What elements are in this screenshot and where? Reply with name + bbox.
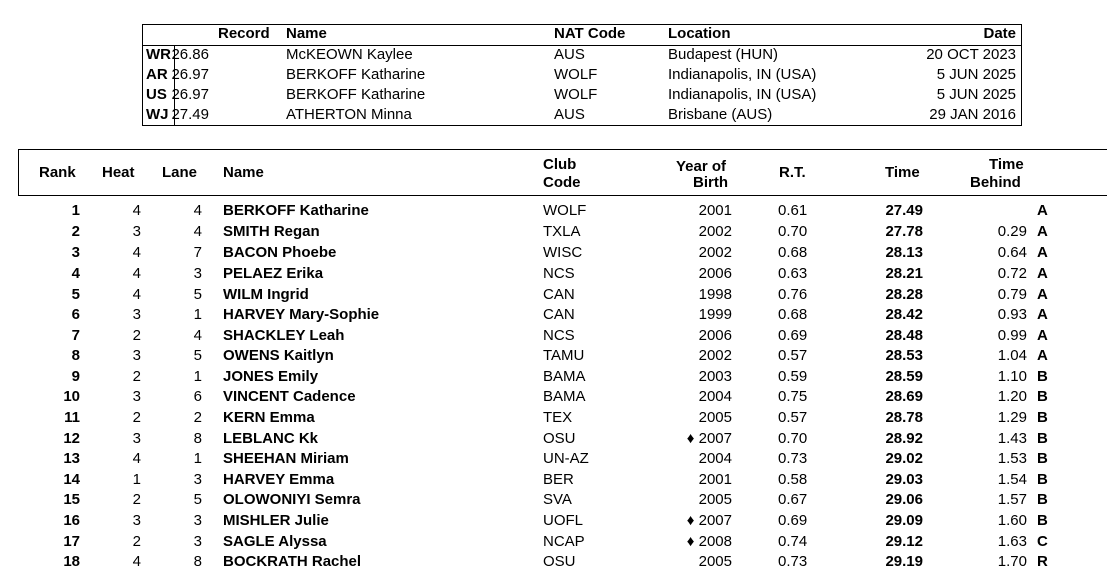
cell-rt: 0.76 <box>778 286 808 303</box>
cell-time: 28.48 <box>885 327 923 344</box>
cell-final: A <box>1037 244 1048 261</box>
record-value: 27.49 <box>171 106 209 123</box>
cell-final: A <box>1037 347 1048 364</box>
cell-club: WISC <box>543 244 583 261</box>
header-lane: Lane <box>162 164 198 181</box>
cell-final: B <box>1037 430 1048 447</box>
record-code: AR <box>146 66 168 83</box>
cell-year: 2005 <box>698 491 732 508</box>
cell-club: BER <box>543 471 574 488</box>
records-header-location: Location <box>668 25 731 42</box>
cell-rt: 0.74 <box>778 533 808 550</box>
cell-name: MISHLER Julie <box>223 512 329 529</box>
cell-final: B <box>1037 368 1048 385</box>
table-row <box>0 531 1107 552</box>
cell-year: 2003 <box>698 368 732 385</box>
cell-year: 2001 <box>698 202 732 219</box>
cell-final: A <box>1037 223 1048 240</box>
cell-lane: 3 <box>193 265 202 282</box>
record-nat: WOLF <box>554 66 598 83</box>
cell-time: 28.92 <box>885 430 923 447</box>
cell-rt: 0.57 <box>778 347 808 364</box>
cell-year: ♦ 2007 <box>686 512 732 529</box>
cell-time: 28.42 <box>885 306 923 323</box>
record-date: 5 JUN 2025 <box>936 86 1016 103</box>
cell-name: OLOWONIYI Semra <box>223 491 361 508</box>
cell-time: 29.03 <box>885 471 923 488</box>
cell-club: TEX <box>543 409 573 426</box>
record-nat: AUS <box>554 46 585 63</box>
cell-heat: 2 <box>132 409 141 426</box>
cell-lane: 4 <box>193 327 202 344</box>
cell-rt: 0.73 <box>778 553 808 570</box>
cell-behind: 0.93 <box>997 306 1027 323</box>
record-holder: ATHERTON Minna <box>286 106 412 123</box>
cell-rank: 14 <box>63 471 80 488</box>
cell-rank: 4 <box>71 265 80 282</box>
cell-time: 29.12 <box>885 533 923 550</box>
cell-club: CAN <box>543 306 575 323</box>
cell-club: NCAP <box>543 533 585 550</box>
header-time: Time <box>885 164 920 181</box>
record-nat: AUS <box>554 106 585 123</box>
header-behind-line2: Behind <box>970 174 1021 191</box>
record-holder: BERKOFF Katharine <box>286 66 426 83</box>
cell-rank: 18 <box>63 553 80 570</box>
cell-club: BAMA <box>543 388 586 405</box>
cell-final: B <box>1037 388 1048 405</box>
cell-year: 2006 <box>698 327 732 344</box>
cell-heat: 2 <box>132 491 141 508</box>
cell-lane: 3 <box>193 471 202 488</box>
cell-rt: 0.57 <box>778 409 808 426</box>
cell-year: 1998 <box>698 286 732 303</box>
cell-lane: 4 <box>193 223 202 240</box>
record-date: 29 JAN 2016 <box>929 106 1016 123</box>
cell-year: 2001 <box>698 471 732 488</box>
cell-final: B <box>1037 471 1048 488</box>
cell-rt: 0.69 <box>778 327 808 344</box>
cell-rt: 0.69 <box>778 512 808 529</box>
cell-rank: 3 <box>71 244 80 261</box>
cell-rt: 0.75 <box>778 388 808 405</box>
cell-heat: 2 <box>132 327 141 344</box>
cell-name: JONES Emily <box>223 368 319 385</box>
cell-name: HARVEY Emma <box>223 471 335 488</box>
cell-year: 2006 <box>698 265 732 282</box>
cell-club: NCS <box>543 327 575 344</box>
cell-behind: 0.29 <box>997 223 1027 240</box>
cell-lane: 3 <box>193 533 202 550</box>
record-row <box>142 85 1022 105</box>
cell-time: 28.21 <box>885 265 923 282</box>
cell-lane: 4 <box>193 202 202 219</box>
record-date: 5 JUN 2025 <box>936 66 1016 83</box>
cell-heat: 4 <box>132 286 141 303</box>
cell-behind: 1.60 <box>997 512 1027 529</box>
header-heat: Heat <box>102 164 135 181</box>
cell-rt: 0.67 <box>778 491 808 508</box>
cell-lane: 1 <box>193 450 202 467</box>
record-value: 26.86 <box>171 46 209 63</box>
cell-rt: 0.73 <box>778 450 808 467</box>
cell-rt: 0.58 <box>778 471 808 488</box>
cell-year: 2002 <box>698 223 732 240</box>
cell-year: 2005 <box>698 409 732 426</box>
cell-lane: 1 <box>193 368 202 385</box>
record-date: 20 OCT 2023 <box>926 46 1016 63</box>
table-row <box>0 510 1107 531</box>
table-row <box>0 263 1107 284</box>
header-year-line1: Year of <box>676 158 727 175</box>
cell-behind: 0.79 <box>997 286 1027 303</box>
cell-behind: 1.29 <box>997 409 1027 426</box>
cell-rank: 13 <box>63 450 80 467</box>
header-year-line2: Birth <box>693 174 728 191</box>
cell-name: KERN Emma <box>223 409 315 426</box>
header-rt: R.T. <box>779 164 806 181</box>
cell-time: 28.78 <box>885 409 923 426</box>
cell-rank: 15 <box>63 491 80 508</box>
cell-time: 29.02 <box>885 450 923 467</box>
header-club-line1: Club <box>543 156 577 173</box>
cell-club: OSU <box>543 430 576 447</box>
cell-heat: 2 <box>132 533 141 550</box>
cell-name: LEBLANC Kk <box>223 430 319 447</box>
header-rank: Rank <box>39 164 76 181</box>
cell-rank: 7 <box>71 327 80 344</box>
cell-club: BAMA <box>543 368 586 385</box>
table-row <box>0 428 1107 449</box>
cell-time: 28.59 <box>885 368 923 385</box>
cell-rank: 9 <box>71 368 80 385</box>
cell-heat: 4 <box>132 265 141 282</box>
record-holder: McKEOWN Kaylee <box>286 46 413 63</box>
record-nat: WOLF <box>554 86 598 103</box>
cell-year: 2004 <box>698 388 732 405</box>
record-code: WJ <box>146 106 169 123</box>
cell-year: 1999 <box>698 306 732 323</box>
cell-year: 2005 <box>698 553 732 570</box>
cell-club: TAMU <box>543 347 585 364</box>
cell-final: C <box>1037 533 1048 550</box>
cell-name: SAGLE Alyssa <box>223 533 327 550</box>
cell-lane: 5 <box>193 286 202 303</box>
cell-time: 27.49 <box>885 202 923 219</box>
cell-time: 29.09 <box>885 512 923 529</box>
cell-name: BACON Phoebe <box>223 244 337 261</box>
cell-final: A <box>1037 202 1048 219</box>
cell-final: B <box>1037 450 1048 467</box>
cell-heat: 4 <box>132 450 141 467</box>
record-code: WR <box>146 46 171 63</box>
cell-final: A <box>1037 327 1048 344</box>
records-header-row <box>142 24 1022 44</box>
cell-rank: 11 <box>64 409 80 426</box>
cell-rank: 2 <box>71 223 80 240</box>
record-row <box>142 105 1022 125</box>
cell-lane: 1 <box>193 306 202 323</box>
cell-year: 2002 <box>698 244 732 261</box>
cell-final: B <box>1037 512 1048 529</box>
cell-name: SMITH Regan <box>223 223 320 240</box>
cell-club: OSU <box>543 553 576 570</box>
cell-year: ♦ 2008 <box>686 533 732 550</box>
cell-rt: 0.59 <box>778 368 808 385</box>
record-row <box>142 45 1022 65</box>
cell-name: BOCKRATH Rachel <box>223 553 362 570</box>
record-holder: BERKOFF Katharine <box>286 86 426 103</box>
table-row <box>0 386 1107 407</box>
table-row <box>0 366 1107 387</box>
table-row <box>0 551 1107 572</box>
records-header-record: Record <box>218 25 270 42</box>
cell-name: WILM Ingrid <box>223 286 309 303</box>
cell-time: 29.06 <box>885 491 923 508</box>
cell-rank: 17 <box>63 533 80 550</box>
cell-club: TXLA <box>543 223 581 240</box>
cell-rt: 0.61 <box>778 202 808 219</box>
cell-rt: 0.68 <box>778 244 808 261</box>
cell-behind: 1.70 <box>997 553 1027 570</box>
cell-name: OWENS Kaitlyn <box>223 347 334 364</box>
cell-behind: 1.10 <box>997 368 1027 385</box>
table-row <box>0 304 1107 325</box>
cell-behind: 1.04 <box>997 347 1027 364</box>
record-code: US <box>146 86 167 103</box>
table-row <box>0 325 1107 346</box>
cell-heat: 4 <box>132 202 141 219</box>
cell-club: SVA <box>543 491 572 508</box>
table-row <box>0 469 1107 490</box>
header-club-line2: Code <box>543 174 581 191</box>
cell-name: SHEEHAN Miriam <box>223 450 349 467</box>
cell-name: VINCENT Cadence <box>223 388 356 405</box>
cell-time: 28.28 <box>885 286 923 303</box>
table-row <box>0 489 1107 510</box>
cell-final: A <box>1037 306 1048 323</box>
cell-rt: 0.70 <box>778 223 808 240</box>
table-row <box>0 448 1107 469</box>
cell-behind: 0.99 <box>997 327 1027 344</box>
cell-name: BERKOFF Katharine <box>223 202 369 219</box>
cell-time: 28.53 <box>885 347 923 364</box>
cell-lane: 5 <box>193 491 202 508</box>
cell-heat: 3 <box>132 388 141 405</box>
cell-name: SHACKLEY Leah <box>223 327 345 344</box>
cell-rank: 8 <box>71 347 80 364</box>
record-location: Indianapolis, IN (USA) <box>668 86 817 103</box>
cell-time: 29.19 <box>885 553 923 570</box>
record-location: Brisbane (AUS) <box>668 106 773 123</box>
record-location: Indianapolis, IN (USA) <box>668 66 817 83</box>
cell-rank: 16 <box>63 512 80 529</box>
cell-rt: 0.70 <box>778 430 808 447</box>
table-row <box>0 200 1107 221</box>
cell-heat: 3 <box>132 430 141 447</box>
cell-rank: 5 <box>71 286 80 303</box>
cell-rank: 10 <box>63 388 80 405</box>
cell-behind: 0.72 <box>997 265 1027 282</box>
record-value: 26.97 <box>171 66 209 83</box>
cell-heat: 3 <box>132 512 141 529</box>
table-row <box>0 221 1107 242</box>
cell-final: A <box>1037 286 1048 303</box>
cell-behind: 1.20 <box>997 388 1027 405</box>
cell-behind: 1.53 <box>997 450 1027 467</box>
cell-behind: 0.64 <box>997 244 1027 261</box>
cell-heat: 4 <box>132 553 141 570</box>
cell-final: B <box>1037 409 1048 426</box>
records-header-name: Name <box>286 25 327 42</box>
record-row <box>142 65 1022 85</box>
cell-heat: 3 <box>132 306 141 323</box>
table-row <box>0 284 1107 305</box>
cell-rt: 0.68 <box>778 306 808 323</box>
cell-club: UOFL <box>543 512 584 529</box>
cell-year: 2004 <box>698 450 732 467</box>
cell-year: ♦ 2007 <box>686 430 732 447</box>
cell-club: UN-AZ <box>543 450 589 467</box>
cell-rank: 6 <box>71 306 80 323</box>
header-behind-line1: Time <box>989 156 1024 173</box>
cell-behind: 1.57 <box>997 491 1027 508</box>
cell-rank: 1 <box>71 202 80 219</box>
cell-heat: 3 <box>132 347 141 364</box>
cell-lane: 7 <box>193 244 202 261</box>
cell-heat: 4 <box>132 244 141 261</box>
cell-lane: 2 <box>193 409 202 426</box>
cell-name: HARVEY Mary-Sophie <box>223 306 380 323</box>
records-header-date: Date <box>983 25 1016 42</box>
cell-behind: 1.43 <box>997 430 1027 447</box>
cell-lane: 3 <box>193 512 202 529</box>
cell-club: NCS <box>543 265 575 282</box>
cell-heat: 3 <box>132 223 141 240</box>
cell-club: WOLF <box>543 202 587 219</box>
cell-rt: 0.63 <box>778 265 808 282</box>
cell-name: PELAEZ Erika <box>223 265 324 282</box>
cell-time: 27.78 <box>885 223 923 240</box>
cell-club: CAN <box>543 286 575 303</box>
table-row <box>0 345 1107 366</box>
cell-behind: 1.63 <box>997 533 1027 550</box>
record-location: Budapest (HUN) <box>668 46 779 63</box>
cell-lane: 8 <box>193 430 202 447</box>
table-row <box>0 407 1107 428</box>
cell-final: B <box>1037 491 1048 508</box>
cell-lane: 5 <box>193 347 202 364</box>
table-row <box>0 242 1107 263</box>
cell-time: 28.69 <box>885 388 923 405</box>
cell-year: 2002 <box>698 347 732 364</box>
cell-behind: 1.54 <box>997 471 1027 488</box>
cell-lane: 8 <box>193 553 202 570</box>
cell-heat: 1 <box>132 471 141 488</box>
header-name: Name <box>223 164 264 181</box>
cell-final: A <box>1037 265 1048 282</box>
cell-heat: 2 <box>132 368 141 385</box>
record-value: 26.97 <box>171 86 209 103</box>
cell-lane: 6 <box>193 388 202 405</box>
records-header-nat: NAT Code <box>554 25 626 42</box>
cell-final: R <box>1037 553 1048 570</box>
cell-rank: 12 <box>63 430 80 447</box>
cell-time: 28.13 <box>885 244 923 261</box>
